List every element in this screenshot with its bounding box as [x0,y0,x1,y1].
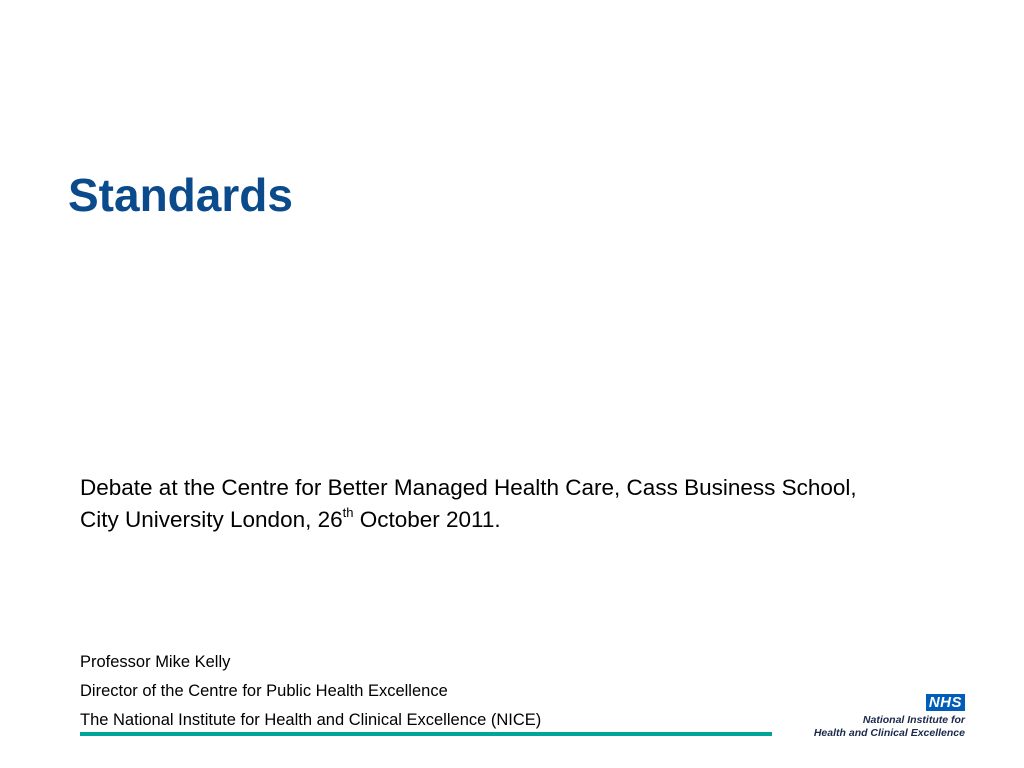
slide-title: Standards [68,169,293,221]
speaker-organisation: The National Institute for Health and Clinical Excellence (NICE) [80,711,542,729]
event-description [80,472,980,536]
event-line-1: Debate at the Centre for Better Managed Health Care, Cass Business School, [80,475,857,500]
nice-logo [806,694,966,742]
nice-logo-line-2: Health and Clinical Excellence [813,727,965,739]
speaker-role: Director of the Centre for Public Health Excellence [80,682,448,700]
event-line-2-suffix: October 2011. [353,507,501,532]
nice-logo-line-1: National Institute for [862,714,965,726]
event-line-2-prefix: City University London, 26 [80,507,343,532]
speaker-name: Professor Mike Kelly [80,653,231,671]
event-date-superscript: th [342,504,354,520]
nhs-badge: NHS [926,694,965,711]
speaker-block [80,648,541,735]
footer-rule [80,732,772,736]
